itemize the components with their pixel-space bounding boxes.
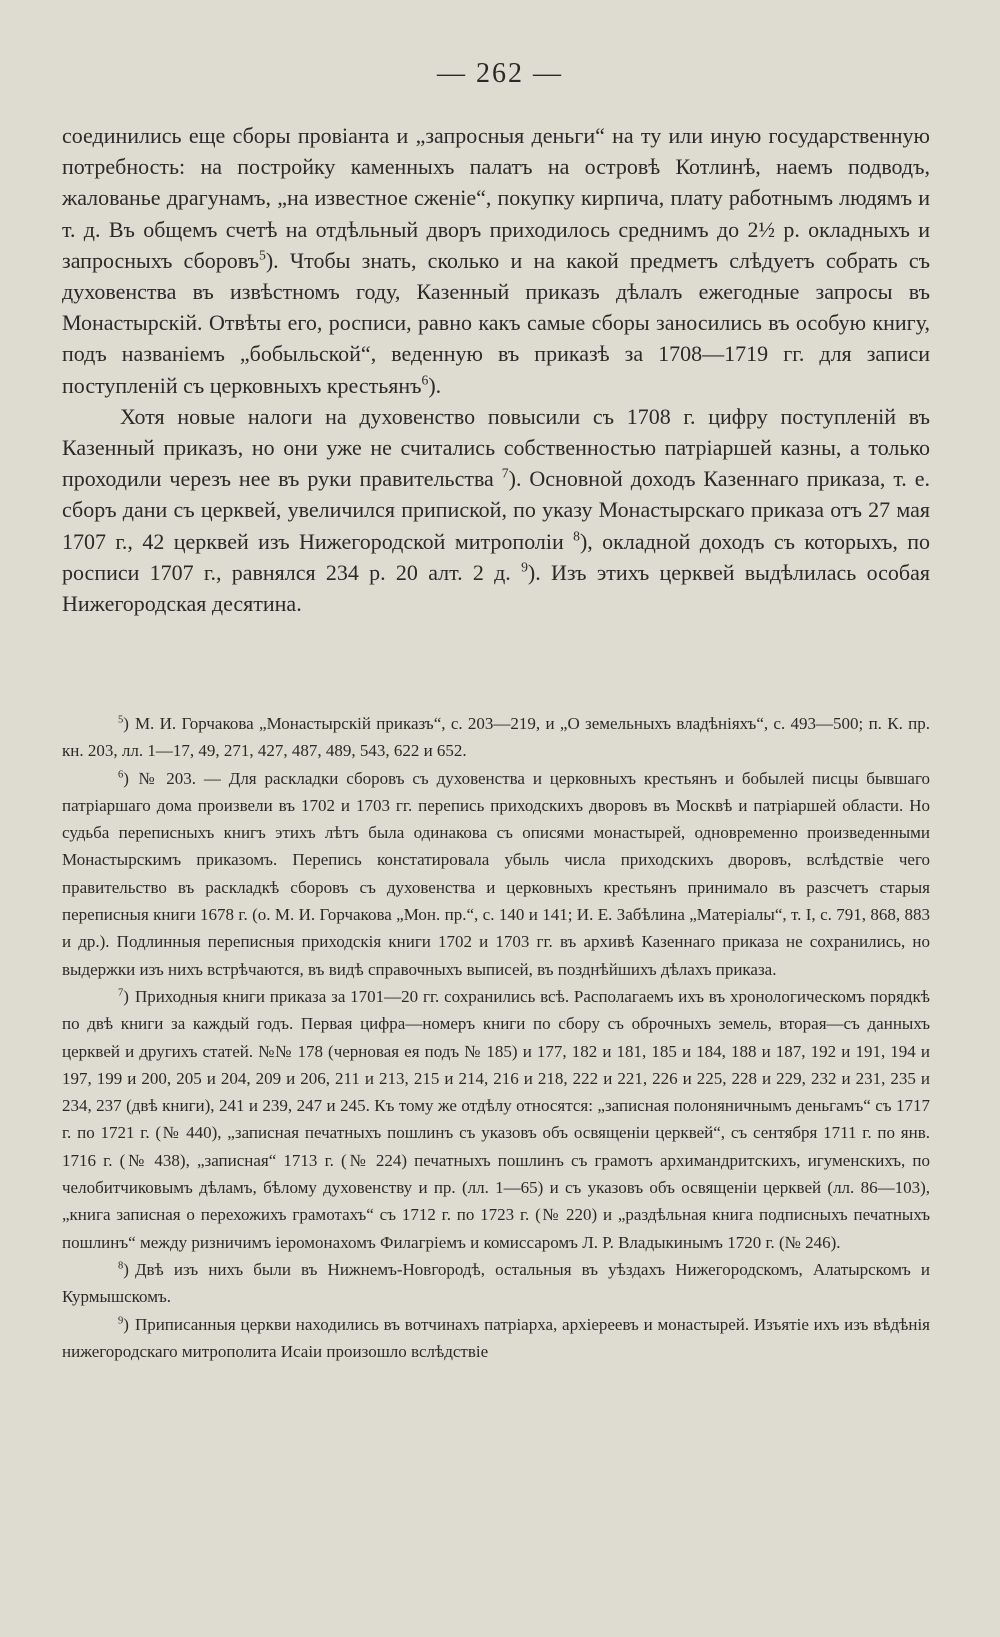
- footnote-8: $^8$) Двѣ изъ нихъ были въ Нижнемъ-Новгородѣ, остальныя въ уѣздахъ Нижегородскомъ, Алатырскомъ и Курмышскомъ.: [62, 1259, 930, 1307]
- footnote-number: 7: [118, 987, 124, 999]
- footnote-9: $^9$) Приписанныя церкви находились въ вотчинахъ патріарха, архіереевъ и монастырей. Изъятіе ихъ изъ вѣдѣнія нижегородскаго митрополита Исаіи произошло вслѣдствіе: [62, 1314, 930, 1361]
- paragraph-2-text-d: . Изъ этихъ церквей выдѣлилась особая Нижегородская десятина.: [62, 559, 930, 617]
- footnote-ref-6[interactable]: 6: [421, 372, 429, 388]
- footnote-number: 6: [118, 768, 124, 780]
- footnotes: [62, 710, 930, 1365]
- footnote-number: 5: [118, 714, 124, 726]
- footnote-6: $^6$) № 203. — Для раскладки сборовъ съ духовенства и церковныхъ крестьянъ и бобылей писцы бывшаго патріаршаго дома произвели въ 1702 и 1703 гг. перепись приходскихъ дворовъ въ Москвѣ и патріаршей области. Но судьба переписныхъ книгъ этихъ лѣтъ была одинакова съ описями монастырей, одновременно произведенными Монастырскимъ приказомъ. Перепись констатировала убыль числа приходскихъ дворовъ, вслѣдствіе чего правительство въ раскладкѣ сборовъ съ духовенства и церковныхъ крестьянъ принимало въ разсчетъ старыя переписныя книги 1678 г. (о. М. И. Горчакова „Мон. пр.“, с. 140 и 141; И. Е. Забѣлина „Матеріалы“, т. I, с. 791, 868, 883 и др.). Подлинныя переписныя приходскія книги 1702 и 1703 гг. въ архивѣ Казеннаго приказа не сохранились, но выдержки изъ нихъ встрѣчаются, въ видѣ справочныхъ выписей, въ позднѣйшихъ дѣлахъ приказа.: [62, 768, 930, 979]
- footnote-number: 9: [118, 1314, 124, 1326]
- main-text: [62, 120, 930, 619]
- paragraph-1-text-b: . Чтобы знать, сколько и на какой предметъ слѣдуетъ собрать съ духовенства въ извѣстномъ году, Казенный приказъ дѣлалъ ежегодные запросы въ Монастырскій. Отвѣты его, росписи, равно какъ самые сборы заносились въ особую книгу, подъ названіемъ „бобыльской“, веденную въ приказѣ за 1708—1719 гг. для записи поступленій съ церковныхъ крестьянъ: [62, 247, 930, 398]
- paragraph-1-text: соединились еще сборы провіанта и „запросныя деньги“ на ту или иную государственную потребность: на постройку каменныхъ палатъ на островѣ Котлинѣ, наемъ подводъ, жалованье драгунамъ, „на известное сженіе“, покупку кирпича, плату работнымъ людямъ и т. д. Въ общемъ счетѣ на отдѣльный дворъ приходилось среднимъ до 2½ р. окладныхъ и запросныхъ сборовъ: [62, 123, 930, 273]
- page-number: — 262 —: [437, 58, 563, 89]
- paragraph-2-text-c: , окладной доходъ съ которыхъ, по росписи 1707 г., равнялся 234 р. 20 алт. 2 д.: [62, 528, 930, 585]
- footnote-ref-9[interactable]: 9: [521, 559, 528, 575]
- footnote-text: Приходныя книги приказа за 1701—20 гг. сохранились всѣ. Располагаемъ ихъ въ хронологическомъ порядкѣ по двѣ книги за каждый годъ. Первая цифра—номеръ книги по сбору съ оброчныхъ земель, вторая—съ данныхъ церквей и другихъ статей. №№ 178 (черновая ея подъ № 185) и 177, 182 и 181, 185 и 184, 188 и 187, 192 и 191, 194 и 197, 199 и 200, 205 и 204, 209 и 206, 211 и 213, 215 и 214, 216 и 218, 222 и 221, 226 и 225, 228 и 229, 232 и 231, 235 и 234, 237 (двѣ книги), 241 и 239, 247 и 245. Къ тому же отдѣлу относятся: „записная полоняничнымъ деньгамъ“ съ 1717 г. по 1721 г. (№ 440), „записная печатныхъ пошлинъ съ указовъ объ освященіи церквей“, съ сентября 1711 г. по янв. 1716 г. (№ 438), „записная“ 1713 г. (№ 224) печатныхъ пошлинъ съ грамотъ архимандритскихъ, игуменскихъ, по челобитчиковымъ дѣламъ, бѣлому духовенству и пр. (лл. 1—65) и съ указовъ объ освященіи церквей (лл. 86—103), „книга записная о перехожихъ грамотахъ“ съ 1712 г. по 1723 г. (№ 220) и „раздѣльная книга подписныхъ печатныхъ пошлинъ“ между ризничимъ іеромонахомъ Филагріемъ и комиссаромъ Л. Р. Владыкинымъ 1720 г. (№ 246).: [62, 986, 930, 1252]
- footnote-text: № 203. — Для раскладки сборовъ съ духовенства и церковныхъ крестьянъ и бобылей писцы бывшаго патріаршаго дома произвели въ 1702 и 1703 гг. перепись приходскихъ дворовъ въ Москвѣ и патріаршей области. Но судьба переписныхъ книгъ этихъ лѣтъ была одинакова съ описями монастырей, одновременно произведенными Монастырскимъ приказомъ. Перепись констатировала убыль числа приходскихъ дворовъ, вслѣдствіе чего правительство въ раскладкѣ сборовъ съ духовенства и церковныхъ крестьянъ принимало въ разсчетъ старыя переписныя книги 1678 г. (о. М. И. Горчакова „Мон. пр.“, с. 140 и 141; И. Е. Забѣлина „Матеріалы“, т. I, с. 791, 868, 883 и др.). Подлинныя переписныя приходскія книги 1702 и 1703 гг. въ архивѣ Казеннаго приказа не сохранились, но выдержки изъ нихъ встрѣчаются, въ видѣ справочныхъ выписей, въ позднѣйшихъ дѣлахъ приказа.: [62, 768, 930, 979]
- footnote-ref-5[interactable]: 5: [259, 247, 266, 263]
- footnote-text: М. И. Горчакова „Монастырскій приказъ“, с. 203—219, и „О земельныхъ владѣніяхъ“, с. 493—500; п. К. пр. кн. 203, лл. 1—17, 49, 271, 427, 487, 489, 543, 622 и 652.: [62, 714, 930, 761]
- paragraph-1: соединились еще сборы провіанта и „запросныя деньги“ на ту или иную государственную потребность: на постройку каменныхъ палатъ на островѣ Котлинѣ, наемъ подводъ, жалованье драгунамъ, „на известное сженіе“, покупку кирпича, плату работнымъ людямъ и т. д. Въ общемъ счетѣ на отдѣльный дворъ приходилось среднимъ до 2½ р. окладныхъ и запросныхъ сборовъ$^5$). Чтобы знать, сколько и на какой предметъ слѣдуетъ собрать съ духовенства въ извѣстномъ году, Казенный приказъ дѣлалъ ежегодные запросы въ Монастырскій. Отвѣты его, росписи, равно какъ самые сборы заносились въ особую книгу, подъ названіемъ „бобыльской“, веденную въ приказѣ за 1708—1719 гг. для записи поступленій съ церковныхъ крестьянъ$^6$).: [62, 123, 930, 398]
- footnote-number: 8: [118, 1260, 124, 1272]
- paragraph-2-text: Хотя новые налоги на духовенство повысили съ 1708 г. цифру поступленій въ Казенный приказъ, но они уже не считались собственностью патріаршей казны, а только проходили черезъ нее въ руки правительства: [62, 403, 930, 492]
- paragraph-1-text-c: .: [435, 372, 442, 398]
- paragraph-2: Хотя новые налоги на духовенство повысили съ 1708 г. цифру поступленій въ Казенный приказъ, но они уже не считались собственностью патріаршей казны, а только проходили черезъ нее въ руки правительства $^7$). Основной доходъ Казеннаго приказа, т. е. сборъ дани съ церквей, увеличился припиской, по указу Монастырскаго приказа отъ 27 мая 1707 г., 42 церквей изъ Нижегородской митрополіи $^8$), окладной доходъ съ которыхъ, по росписи 1707 г., равнялся 234 р. 20 алт. 2 д. $^9$). Изъ этихъ церквей выдѣлилась особая Нижегородская десятина.: [62, 403, 931, 617]
- footnote-text: Двѣ изъ нихъ были въ Нижнемъ-Новгородѣ, остальныя въ уѣздахъ Нижегородскомъ, Алатырскомъ и Курмышскомъ.: [62, 1259, 930, 1307]
- footnote-ref-7[interactable]: 7: [501, 465, 509, 481]
- footnote-7: $^7$) Приходныя книги приказа за 1701—20 гг. сохранились всѣ. Располагаемъ ихъ въ хронологическомъ порядкѣ по двѣ книги за каждый годъ. Первая цифра—номеръ книги по сбору съ оброчныхъ земель, вторая—съ данныхъ церквей и другихъ статей. №№ 178 (черновая ея подъ № 185) и 177, 182 и 181, 185 и 184, 188 и 187, 192 и 191, 194 и 197, 199 и 200, 205 и 204, 209 и 206, 211 и 213, 215 и 214, 216 и 218, 222 и 221, 226 и 225, 228 и 229, 232 и 231, 235 и 234, 237 (двѣ книги), 241 и 239, 247 и 245. Къ тому же отдѣлу относятся: „записная полоняничнымъ деньгамъ“ съ 1717 г. по 1721 г. (№ 440), „записная печатныхъ пошлинъ съ указовъ объ освященіи церквей“, съ сентября 1711 г. по янв. 1716 г. (№ 438), „записная“ 1713 г. (№ 224) печатныхъ пошлинъ съ грамотъ архимандритскихъ, игуменскихъ, по челобитчиковымъ дѣламъ, бѣлому духовенству и пр. (лл. 1—65) и съ указовъ объ освященіи церквей (лл. 86—103), „книга записная о перехожихъ грамотахъ“ съ 1712 г. по 1723 г. (№ 220) и „раздѣльная книга подписныхъ печатныхъ пошлинъ“ между ризничимъ іеромонахомъ Филагріемъ и комиссаромъ Л. Р. Владыкинымъ 1720 г. (№ 246).: [62, 986, 930, 1252]
- paragraph-2-text-b: . Основной доходъ Казеннаго приказа, т. е. сборъ дани съ церквей, увеличился припиской, по указу Монастырскаго приказа отъ 27 мая 1707 г., 42 церквей изъ Нижегородской митрополіи: [62, 466, 931, 554]
- footnote-5: $^5$) М. И. Горчакова „Монастырскій приказъ“, с. 203—219, и „О земельныхъ владѣніяхъ“, с. 493—500; п. К. пр. кн. 203, лл. 1—17, 49, 271, 427, 487, 489, 543, 622 и 652.: [62, 714, 930, 761]
- footnote-ref-8[interactable]: 8: [573, 528, 580, 544]
- footnote-text: Приписанныя церкви находились въ вотчинахъ патріарха, архіереевъ и монастырей. Изъятіе ихъ изъ вѣдѣнія нижегородскаго митрополита Исаіи произошло вслѣдствіе: [62, 1314, 930, 1361]
